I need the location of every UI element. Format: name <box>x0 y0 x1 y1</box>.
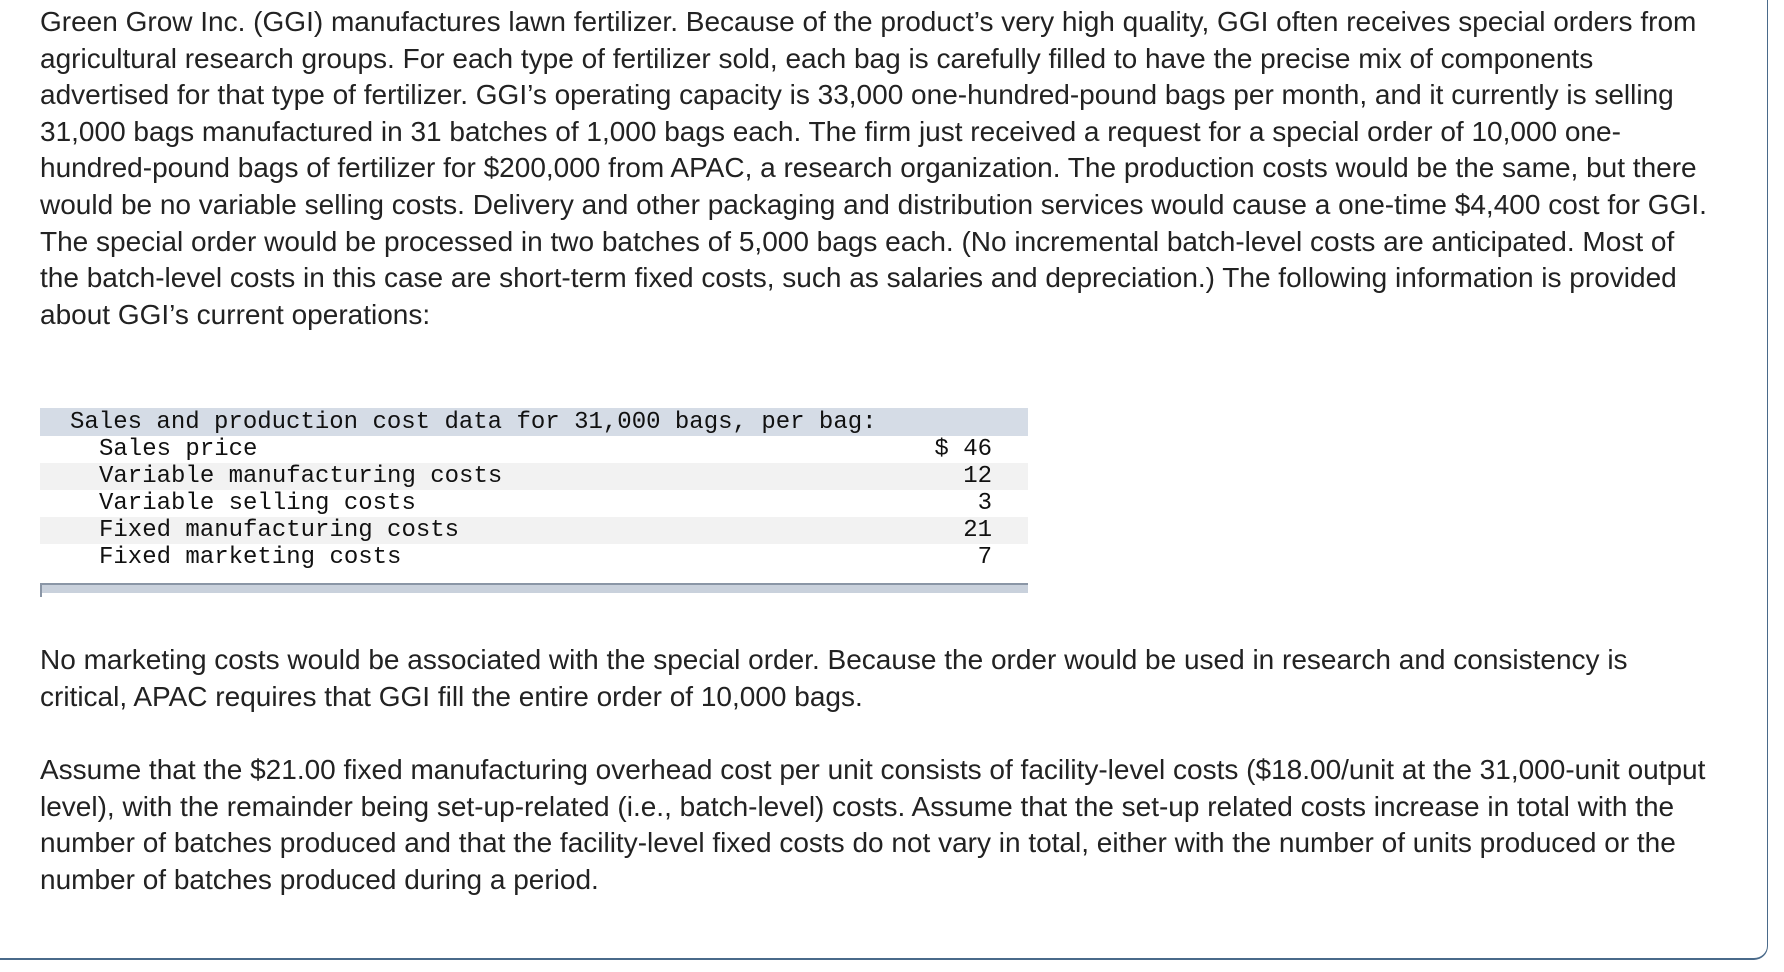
row-value-fixed-manufacturing: 21 <box>877 517 1028 544</box>
row-value-sales-price: $ 46 <box>877 436 1028 463</box>
row-value-fixed-marketing: 7 <box>877 544 1028 571</box>
marketing-note-paragraph: No marketing costs would be associated with the special order. Because the order would be used in research and consistency is critical, APAC requires that GGI fill the entire order of 10,000 bags. <box>40 644 1628 712</box>
table-row <box>40 490 1028 517</box>
row-label-fixed-manufacturing: Fixed manufacturing costs <box>40 517 877 544</box>
table-header-row <box>40 408 1028 436</box>
cost-data-table <box>40 408 1028 571</box>
row-value-variable-selling: 3 <box>877 490 1028 517</box>
overhead-assumption-paragraph: Assume that the $21.00 fixed manufacturing overhead cost per unit consists of facility-level costs ($18.00/unit at the 31,000-unit output level), with the remainder being set-up-related (i.e., batch-level) costs. Assume that the set-up related costs increase in total with the number of batches produced and that the facility-level fixed costs do not vary in total, either with the number of units produced or the number of batches produced during a period. <box>40 754 1706 895</box>
table-header-label: Sales and production cost data for 31,000 bags, per bag: <box>40 408 877 436</box>
table-row <box>40 436 1028 463</box>
row-label-variable-manufacturing: Variable manufacturing costs <box>40 463 877 490</box>
table-bottom-tick <box>40 583 42 597</box>
table-row <box>40 544 1028 571</box>
table-header-value <box>877 408 1028 436</box>
row-label-variable-selling: Variable selling costs <box>40 490 877 517</box>
row-value-variable-manufacturing: 12 <box>877 463 1028 490</box>
table-bottom-bar <box>40 583 1028 593</box>
table-row <box>40 463 1028 490</box>
row-label-sales-price: Sales price <box>40 436 877 463</box>
table-row <box>40 517 1028 544</box>
row-label-fixed-marketing: Fixed marketing costs <box>40 544 877 571</box>
problem-intro-paragraph: Green Grow Inc. (GGI) manufactures lawn fertilizer. Because of the product’s very high quality, GGI often receives special orders from agricultural research groups. For each type of fertilizer sold, each bag is carefully filled to have the precise mix of components advertised for that type of fertilizer. GGI’s operating capacity is 33,000 one-hundred-pound bags per month, and it currently is selling 31,000 bags manufactured in 31 batches of 1,000 bags each. The firm just received a request for a special order of 10,000 one-hundred-pound bags of fertilizer for $200,000 from APAC, a research organization. The production costs would be the same, but there would be no variable selling costs. Delivery and other packaging and distribution services would cause a one-time $4,400 cost for GGI. The special order would be processed in two batches of 5,000 bags each. (No incremental batch-level costs are anticipated. Most of the batch-level costs in this case are short-term fixed costs, such as salaries and depreciation.) The following information is provided about GGI’s current operations: <box>40 6 1707 330</box>
